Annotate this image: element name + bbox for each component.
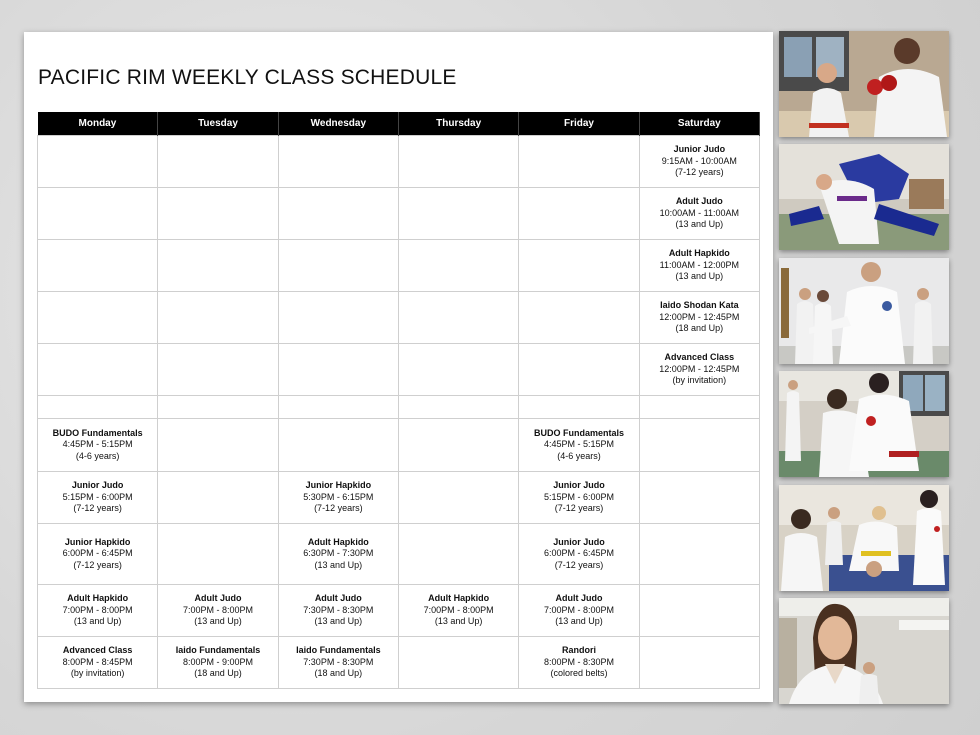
- class-cell: [639, 292, 759, 344]
- class-time: 4:45PM - 5:15PM: [543, 439, 614, 450]
- empty-cell: [398, 396, 518, 419]
- photo-judo-grappling: [779, 371, 949, 477]
- class-name: Adult Judo: [194, 593, 242, 604]
- empty-cell: [398, 292, 518, 344]
- photo-hapkido-instructor: [779, 258, 949, 364]
- class-age: (13 and Up): [675, 219, 724, 230]
- schedule-row: [38, 472, 760, 524]
- empty-cell: [278, 419, 398, 472]
- empty-cell: [519, 240, 639, 292]
- empty-cell: [519, 396, 639, 419]
- class-cell: [38, 472, 158, 524]
- class-cell: [278, 472, 398, 524]
- class-age: (7-12 years): [554, 503, 604, 514]
- class-name: BUDO Fundamentals: [52, 427, 143, 438]
- empty-cell: [398, 472, 518, 524]
- class-cell: [639, 344, 759, 396]
- day-header-thursday: Thursday: [398, 112, 518, 136]
- empty-cell: [398, 188, 518, 240]
- day-header-monday: Monday: [38, 112, 158, 136]
- class-cell: [519, 472, 639, 524]
- empty-cell: [158, 292, 278, 344]
- day-header-saturday: Saturday: [639, 112, 759, 136]
- class-name: Adult Hapkido: [67, 593, 129, 604]
- class-cell: [38, 637, 158, 689]
- page-title: PACIFIC RIM WEEKLY CLASS SCHEDULE: [38, 66, 457, 89]
- class-age: (13 and Up): [555, 616, 603, 627]
- schedule-sheet: [24, 32, 773, 702]
- empty-cell: [519, 136, 639, 188]
- empty-cell: [398, 344, 518, 396]
- schedule-row: [38, 637, 760, 689]
- empty-cell: [398, 240, 518, 292]
- class-name: Randori: [561, 645, 596, 656]
- class-name: Advanced Class: [664, 352, 735, 363]
- day-header-row: [38, 112, 760, 136]
- class-cell: [519, 637, 639, 689]
- class-cell: [278, 637, 398, 689]
- class-age: (by invitation): [70, 668, 125, 679]
- class-time: 5:15PM - 6:00PM: [62, 491, 133, 502]
- schedule-body: [38, 136, 760, 689]
- class-time: 4:45PM - 5:15PM: [62, 439, 133, 450]
- empty-cell: [278, 136, 398, 188]
- class-age: (4-6 years): [557, 450, 601, 461]
- class-name: Adult Hapkido: [668, 248, 730, 259]
- photo-kids-class: [779, 485, 949, 591]
- empty-cell: [398, 419, 518, 472]
- class-cell: [278, 524, 398, 585]
- class-age: (13 and Up): [314, 559, 363, 570]
- class-age: (7-12 years): [73, 503, 122, 514]
- empty-cell: [519, 188, 639, 240]
- empty-cell: [519, 292, 639, 344]
- class-cell: [398, 585, 518, 637]
- class-age: (13 and Up): [434, 616, 483, 627]
- empty-cell: [158, 136, 278, 188]
- schedule-row: [38, 419, 760, 472]
- class-name: Adult Judo: [314, 593, 362, 604]
- class-cell: [38, 419, 158, 472]
- empty-cell: [278, 344, 398, 396]
- empty-cell: [38, 292, 158, 344]
- class-cell: [158, 637, 278, 689]
- class-time: 7:00PM - 8:00PM: [62, 604, 133, 615]
- class-age: (18 and Up): [675, 323, 724, 334]
- photo-judo-kid-and-instructor: [779, 31, 949, 137]
- empty-cell: [278, 292, 398, 344]
- class-name: Junior Judo: [553, 536, 605, 547]
- class-time: 12:00PM - 12:45PM: [659, 311, 740, 322]
- class-age: (7-12 years): [73, 559, 122, 570]
- class-time: 6:00PM - 6:45PM: [543, 548, 614, 559]
- class-time: 7:30PM - 8:30PM: [303, 656, 374, 667]
- class-age: (4-6 years): [75, 450, 120, 461]
- class-time: 7:00PM - 8:00PM: [543, 604, 614, 615]
- empty-cell: [639, 524, 759, 585]
- class-age: (colored belts): [550, 668, 608, 679]
- schedule-row: [38, 396, 760, 419]
- schedule-row: [38, 136, 760, 188]
- class-name: Iaido Fundamentals: [296, 645, 381, 656]
- class-name: Junior Hapkido: [64, 536, 131, 547]
- empty-cell: [398, 524, 518, 585]
- empty-cell: [278, 240, 398, 292]
- class-cell: [639, 136, 759, 188]
- empty-cell: [639, 419, 759, 472]
- empty-cell: [158, 419, 278, 472]
- class-cell: [639, 240, 759, 292]
- empty-cell: [158, 396, 278, 419]
- class-name: Junior Judo: [553, 480, 605, 491]
- empty-cell: [158, 472, 278, 524]
- class-time: 5:30PM - 6:15PM: [303, 491, 374, 502]
- class-age: (13 and Up): [194, 616, 242, 627]
- class-age: (7-12 years): [675, 167, 724, 178]
- class-age: (13 and Up): [675, 271, 724, 282]
- schedule-table: [37, 112, 760, 689]
- class-name: Junior Hapkido: [305, 480, 372, 491]
- schedule-row: [38, 585, 760, 637]
- empty-cell: [158, 188, 278, 240]
- class-time: 6:30PM - 7:30PM: [303, 548, 374, 559]
- class-name: Junior Judo: [71, 480, 124, 491]
- schedule-row: [38, 344, 760, 396]
- class-cell: [158, 585, 278, 637]
- class-cell: [639, 188, 759, 240]
- class-cell: [519, 524, 639, 585]
- empty-cell: [398, 136, 518, 188]
- empty-cell: [639, 637, 759, 689]
- empty-cell: [38, 396, 158, 419]
- class-cell: [38, 524, 158, 585]
- class-name: BUDO Fundamentals: [533, 427, 624, 438]
- empty-cell: [158, 524, 278, 585]
- class-time: 12:00PM - 12:45PM: [659, 363, 740, 374]
- empty-cell: [519, 344, 639, 396]
- class-name: Adult Hapkido: [307, 536, 369, 547]
- class-name: Junior Judo: [673, 144, 726, 155]
- empty-cell: [639, 472, 759, 524]
- class-name: Iaido Shodan Kata: [660, 300, 739, 311]
- class-age: (7-12 years): [554, 559, 604, 570]
- class-time: 6:00PM - 6:45PM: [62, 548, 133, 559]
- class-age: (18 and Up): [314, 668, 363, 679]
- class-time: 9:15AM - 10:00AM: [661, 155, 737, 166]
- empty-cell: [278, 396, 398, 419]
- schedule-row: [38, 292, 760, 344]
- class-time: 7:30PM - 8:30PM: [303, 604, 374, 615]
- class-name: Adult Judo: [675, 196, 723, 207]
- class-time: 7:00PM - 8:00PM: [182, 604, 253, 615]
- empty-cell: [158, 240, 278, 292]
- class-name: Advanced Class: [62, 645, 133, 656]
- day-header-friday: Friday: [519, 112, 639, 136]
- class-age: (by invitation): [672, 375, 727, 386]
- schedule-row: [38, 188, 760, 240]
- class-cell: [38, 585, 158, 637]
- class-time: 5:15PM - 6:00PM: [543, 491, 614, 502]
- empty-cell: [38, 344, 158, 396]
- class-age: (13 and Up): [314, 616, 363, 627]
- class-cell: [278, 585, 398, 637]
- class-time: 8:00PM - 8:30PM: [543, 656, 614, 667]
- day-header-tuesday: Tuesday: [158, 112, 278, 136]
- class-name: Adult Judo: [555, 593, 603, 604]
- class-name: Adult Hapkido: [428, 593, 490, 604]
- schedule-row: [38, 240, 760, 292]
- class-time: 7:00PM - 8:00PM: [423, 604, 494, 615]
- photo-student-portrait: [779, 598, 949, 704]
- class-time: 11:00AM - 12:00PM: [659, 259, 739, 270]
- photo-judo-throw: [779, 144, 949, 250]
- empty-cell: [278, 188, 398, 240]
- class-cell: [519, 585, 639, 637]
- empty-cell: [639, 396, 759, 419]
- class-cell: [519, 419, 639, 472]
- empty-cell: [38, 240, 158, 292]
- class-age: (18 and Up): [194, 668, 242, 679]
- empty-cell: [639, 585, 759, 637]
- class-time: 8:00PM - 8:45PM: [62, 656, 133, 667]
- class-name: Iaido Fundamentals: [175, 645, 261, 656]
- schedule-row: [38, 524, 760, 585]
- class-time: 10:00AM - 11:00AM: [659, 207, 739, 218]
- class-age: (7-12 years): [314, 503, 363, 514]
- class-age: (13 and Up): [73, 616, 122, 627]
- class-time: 8:00PM - 9:00PM: [182, 656, 253, 667]
- empty-cell: [38, 188, 158, 240]
- day-header-wednesday: Wednesday: [278, 112, 398, 136]
- empty-cell: [158, 344, 278, 396]
- empty-cell: [398, 637, 518, 689]
- empty-cell: [38, 136, 158, 188]
